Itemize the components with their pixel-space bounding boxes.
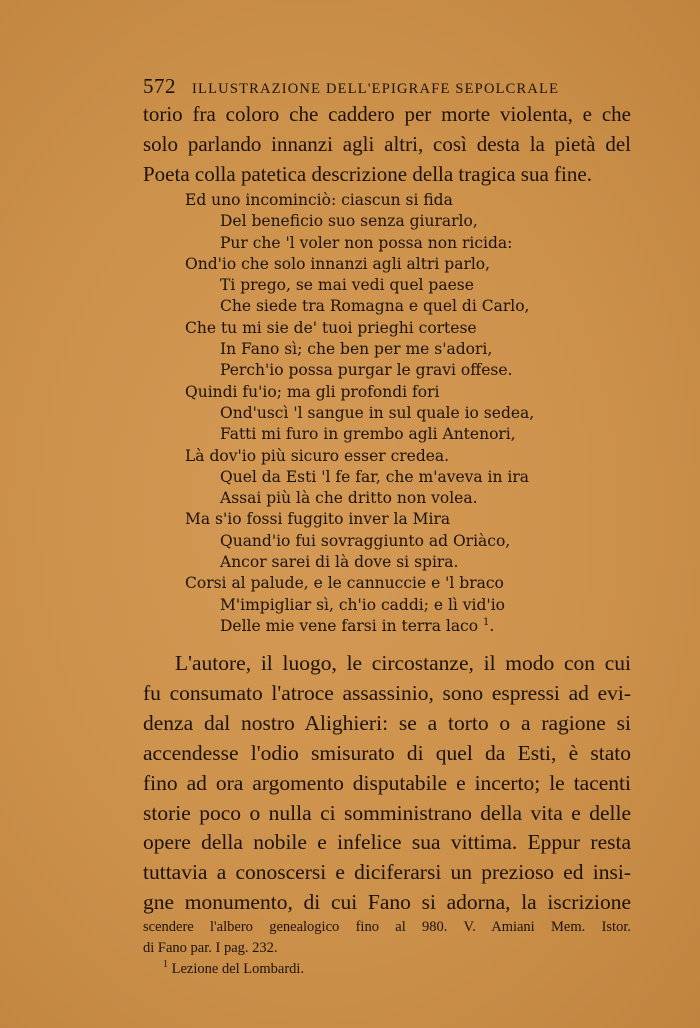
- footnote-reference: 1: [483, 616, 490, 628]
- text-line: torio fra coloro che caddero per morte violenta, e che: [143, 102, 631, 126]
- verse-line: Fatti mi furo in grembo agli Antenori,: [220, 425, 516, 444]
- verse-line: Pur che 'l voler non possa non ricida:: [220, 233, 513, 252]
- verse-line: M'impigliar sì, ch'io caddi; e lì vid'io: [220, 595, 505, 614]
- text-line: tuttavia a conoscersi e diciferarsi un prezioso ed insi-: [143, 860, 631, 885]
- verse-line: Assai più là che dritto non volea.: [220, 489, 478, 508]
- text-line: solo parlando innanzi agli altri, così desta la pietà del: [143, 131, 631, 156]
- verse-quotation: [185, 190, 605, 637]
- footnote-1: [143, 959, 631, 980]
- opening-paragraph: [143, 100, 631, 189]
- verse-line: Ancor sarei di là dove si spira.: [220, 553, 459, 572]
- verse-line: Ti prego, se mai vedi quel paese: [220, 276, 474, 295]
- verse-line: Ond'uscì 'l sangue in sul quale io sedea,: [220, 403, 535, 422]
- verse-line-text: Delle mie vene farsi in terra laco: [220, 616, 479, 635]
- verse-line: Del beneficio suo senza giurarlo,: [220, 212, 478, 231]
- verse-line: Quindi fu'io; ma gli profondi fori: [185, 382, 440, 401]
- text-line: accendesse l'odio smisurato di quel da Esti, è stato: [143, 740, 631, 765]
- verse-line: Ond'io che solo innanzi agli altri parlo,: [185, 254, 491, 273]
- footnote-text: Lezione del Lombardi.: [171, 961, 305, 977]
- verse-line: Che siede tra Romagna e quel di Carlo,: [220, 297, 530, 316]
- text-line: fino ad ora argomento disputabile e incerto; le tacenti: [143, 770, 631, 795]
- verse-line: Ed uno incominciò: ciascun si fida: [185, 191, 453, 209]
- text-line: storie poco o nulla ci somministrano della vita e delle: [143, 800, 631, 825]
- text-line: opere della nobile e infelice sua vittima. Eppur resta: [143, 830, 631, 855]
- verse-line-with-note: Delle mie vene farsi in terra laco $^1$.: [220, 616, 495, 635]
- text-line: gne monumento, di cui Fano si adorna, la iscrizione: [143, 890, 631, 915]
- page-number: 572: [143, 74, 176, 98]
- text-line: fu consumato l'atroce assassinio, sono espressi ad evi-: [143, 680, 631, 705]
- verse-line: In Fano sì; che ben per me s'adori,: [220, 340, 493, 359]
- footnotes: [143, 917, 631, 980]
- footnote-continuation-line: scendere l'albero genealogico fino al 980. V. Amiani Mem. Istor.: [143, 919, 631, 935]
- verse-line: Quand'io fui sovraggiunto ad Oriàco,: [220, 531, 511, 550]
- text-line: denza dal nostro Alighieri: se a torto o a ragione si: [143, 710, 631, 735]
- verse-line: Che tu mi sie de' tuoi prieghi cortese: [185, 318, 477, 337]
- text-line: L'autore, il luogo, le circostanze, il modo con cui: [175, 651, 631, 675]
- verse-line: Ma s'io fossi fuggito inver la Mira: [185, 510, 451, 529]
- verse-line: Corsi al palude, e le cannuccie e 'l braco: [185, 574, 504, 593]
- verse-line: Perch'io possa purgar le gravi offese.: [220, 361, 513, 380]
- verse-line: Quel da Esti 'l fe far, che m'aveva in ira: [220, 467, 530, 486]
- commentary-paragraph: [143, 649, 631, 918]
- text-line: Poeta colla patetica descrizione della tragica sua fine.: [143, 161, 592, 186]
- running-title: ILLUSTRAZIONE DELL'EPIGRAFE SEPOLCRALE: [192, 81, 560, 97]
- page-header: [143, 74, 623, 98]
- footnote-marker: 1: [163, 959, 168, 970]
- footnote-continuation-line: di Fano par. I pag. 232.: [143, 940, 278, 956]
- verse-line: Là dov'io più sicuro esser credea.: [185, 446, 450, 465]
